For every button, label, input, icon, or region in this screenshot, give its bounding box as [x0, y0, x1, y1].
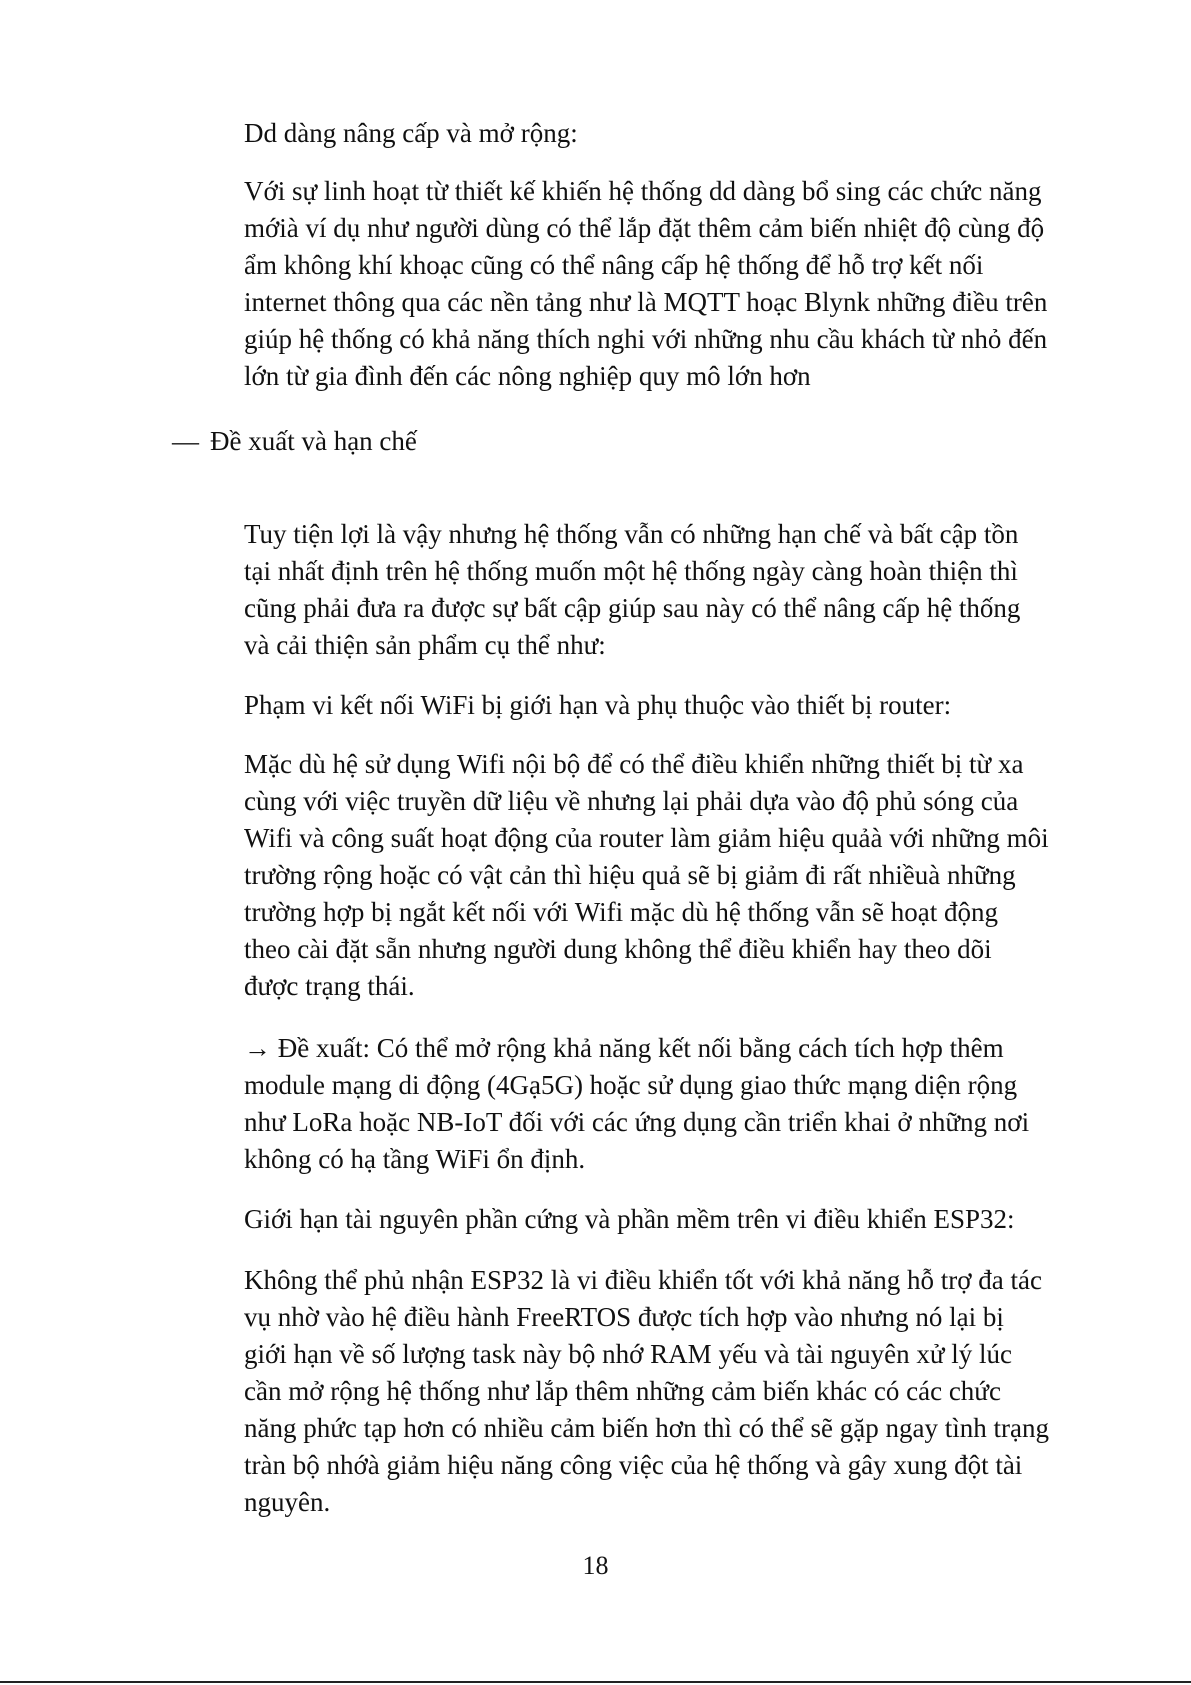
paragraph-line: Wifi và công suất hoạt động của router làm giảm hiệu quảà với những môi [244, 823, 1049, 853]
paragraph-line: lớn từ gia đình đến các nông nghiệp quy mô lớn hơn [244, 361, 811, 391]
paragraph-line: và cải thiện sản phẩm cụ thể như: [244, 630, 606, 660]
paragraph-line: trường rộng hoặc có vật cản thì hiệu quả sẽ bị giảm đi rất nhiềuà những [244, 860, 1016, 890]
paragraph-line: trường hợp bị ngắt kết nối với Wifi mặc dù hệ thống vẫn sẽ hoạt động [244, 897, 999, 927]
bottom-rule [0, 1681, 1191, 1683]
paragraph-line: Tuy tiện lợi là vậy nhưng hệ thống vẫn có những hạn chế và bất cập tồn [244, 519, 1019, 549]
paragraph-intro [244, 516, 1094, 664]
heading-esp32: Giới hạn tài nguyên phần cứng và phần mềm trên vi điều khiển ESP32: [244, 1204, 1015, 1234]
paragraph-line: ẩm không khí khoạc cũng có thể nâng cấp hệ thống để hỗ trợ kết nối [244, 250, 984, 280]
paragraph-line: cần mở rộng hệ thống như lắp thêm những cảm biến khác có các chức [244, 1376, 1001, 1406]
bullet-dash: — [172, 426, 199, 456]
heading-wifi: Phạm vi kết nối WiFi bị giới hạn và phụ thuộc vào thiết bị router: [244, 690, 952, 720]
paragraph-line: nguyên. [244, 1487, 331, 1517]
paragraph-line: cũng phải đưa ra được sự bất cập giúp sau này có thể nâng cấp hệ thống [244, 593, 1021, 623]
heading-upgrade: Dd dàng nâng cấp và mở rộng: [244, 118, 578, 148]
paragraph-line: theo cài đặt sẵn nhưng người dung không thể điều khiển hay theo dõi [244, 934, 992, 964]
paragraph-line: Với sự linh hoạt từ thiết kế khiến hệ thống dd dàng bổ sing các chức năng [244, 176, 1042, 206]
paragraph-wifi [244, 746, 1094, 1005]
paragraph-proposal [244, 1030, 1094, 1178]
bullet-text: Đề xuất và hạn chế [210, 426, 417, 456]
paragraph-line: mớià ví dụ như người dùng có thể lắp đặt thêm cảm biến nhiệt độ cùng độ [244, 213, 1045, 243]
paragraph-line: Không thể phủ nhận ESP32 là vi điều khiển tốt với khả năng hỗ trợ đa tác [244, 1265, 1042, 1295]
paragraph-esp32 [244, 1262, 1094, 1521]
paragraph-line: vụ nhờ vào hệ điều hành FreeRTOS được tích hợp vào nhưng nó lại bị [244, 1302, 1004, 1332]
paragraph-line: → Đề xuất: Có thể mở rộng khả năng kết nối bằng cách tích hợp thêm [244, 1033, 1004, 1063]
page-number: 18 [582, 1551, 609, 1580]
paragraph-line: internet thông qua các nền tảng như là MQTT hoạc Blynk những điều trên [244, 287, 1048, 317]
paragraph-line: Mặc dù hệ sử dụng Wifi nội bộ để có thể điều khiển những thiết bị từ xa [244, 749, 1024, 779]
paragraph-line: giới hạn về số lượng task này bộ nhớ RAM yếu và tài nguyên xử lý lúc [244, 1339, 1012, 1369]
bullet-proposals-limitations [172, 423, 417, 460]
paragraph-line: tại nhất định trên hệ thống muốn một hệ thống ngày càng hoàn thiện thì [244, 556, 1018, 586]
paragraph-line: không có hạ tầng WiFi ổn định. [244, 1144, 586, 1174]
paragraph-line: cùng với việc truyền dữ liệu về nhưng lại phải dựa vào độ phủ sóng của [244, 786, 1019, 816]
paragraph-line: tràn bộ nhớà giảm hiệu năng công việc của hệ thống và gây xung đột tài [244, 1450, 1023, 1480]
paragraph-line: như LoRa hoặc NB-IoT đối với các ứng dụng cần triển khai ở những nơi [244, 1107, 1030, 1137]
paragraph-line: module mạng di động (4Gạ5G) hoặc sử dụng giao thức mạng diện rộng [244, 1070, 1018, 1100]
paragraph-line: giúp hệ thống có khả năng thích nghi với những nhu cầu khách từ nhỏ đến [244, 324, 1048, 354]
paragraph-line: được trạng thái. [244, 971, 415, 1001]
paragraph-upgrade [244, 173, 1094, 395]
paragraph-line: năng phức tạp hơn có nhiều cảm biến hơn thì có thể sẽ gặp ngay tình trạng [244, 1413, 1049, 1443]
